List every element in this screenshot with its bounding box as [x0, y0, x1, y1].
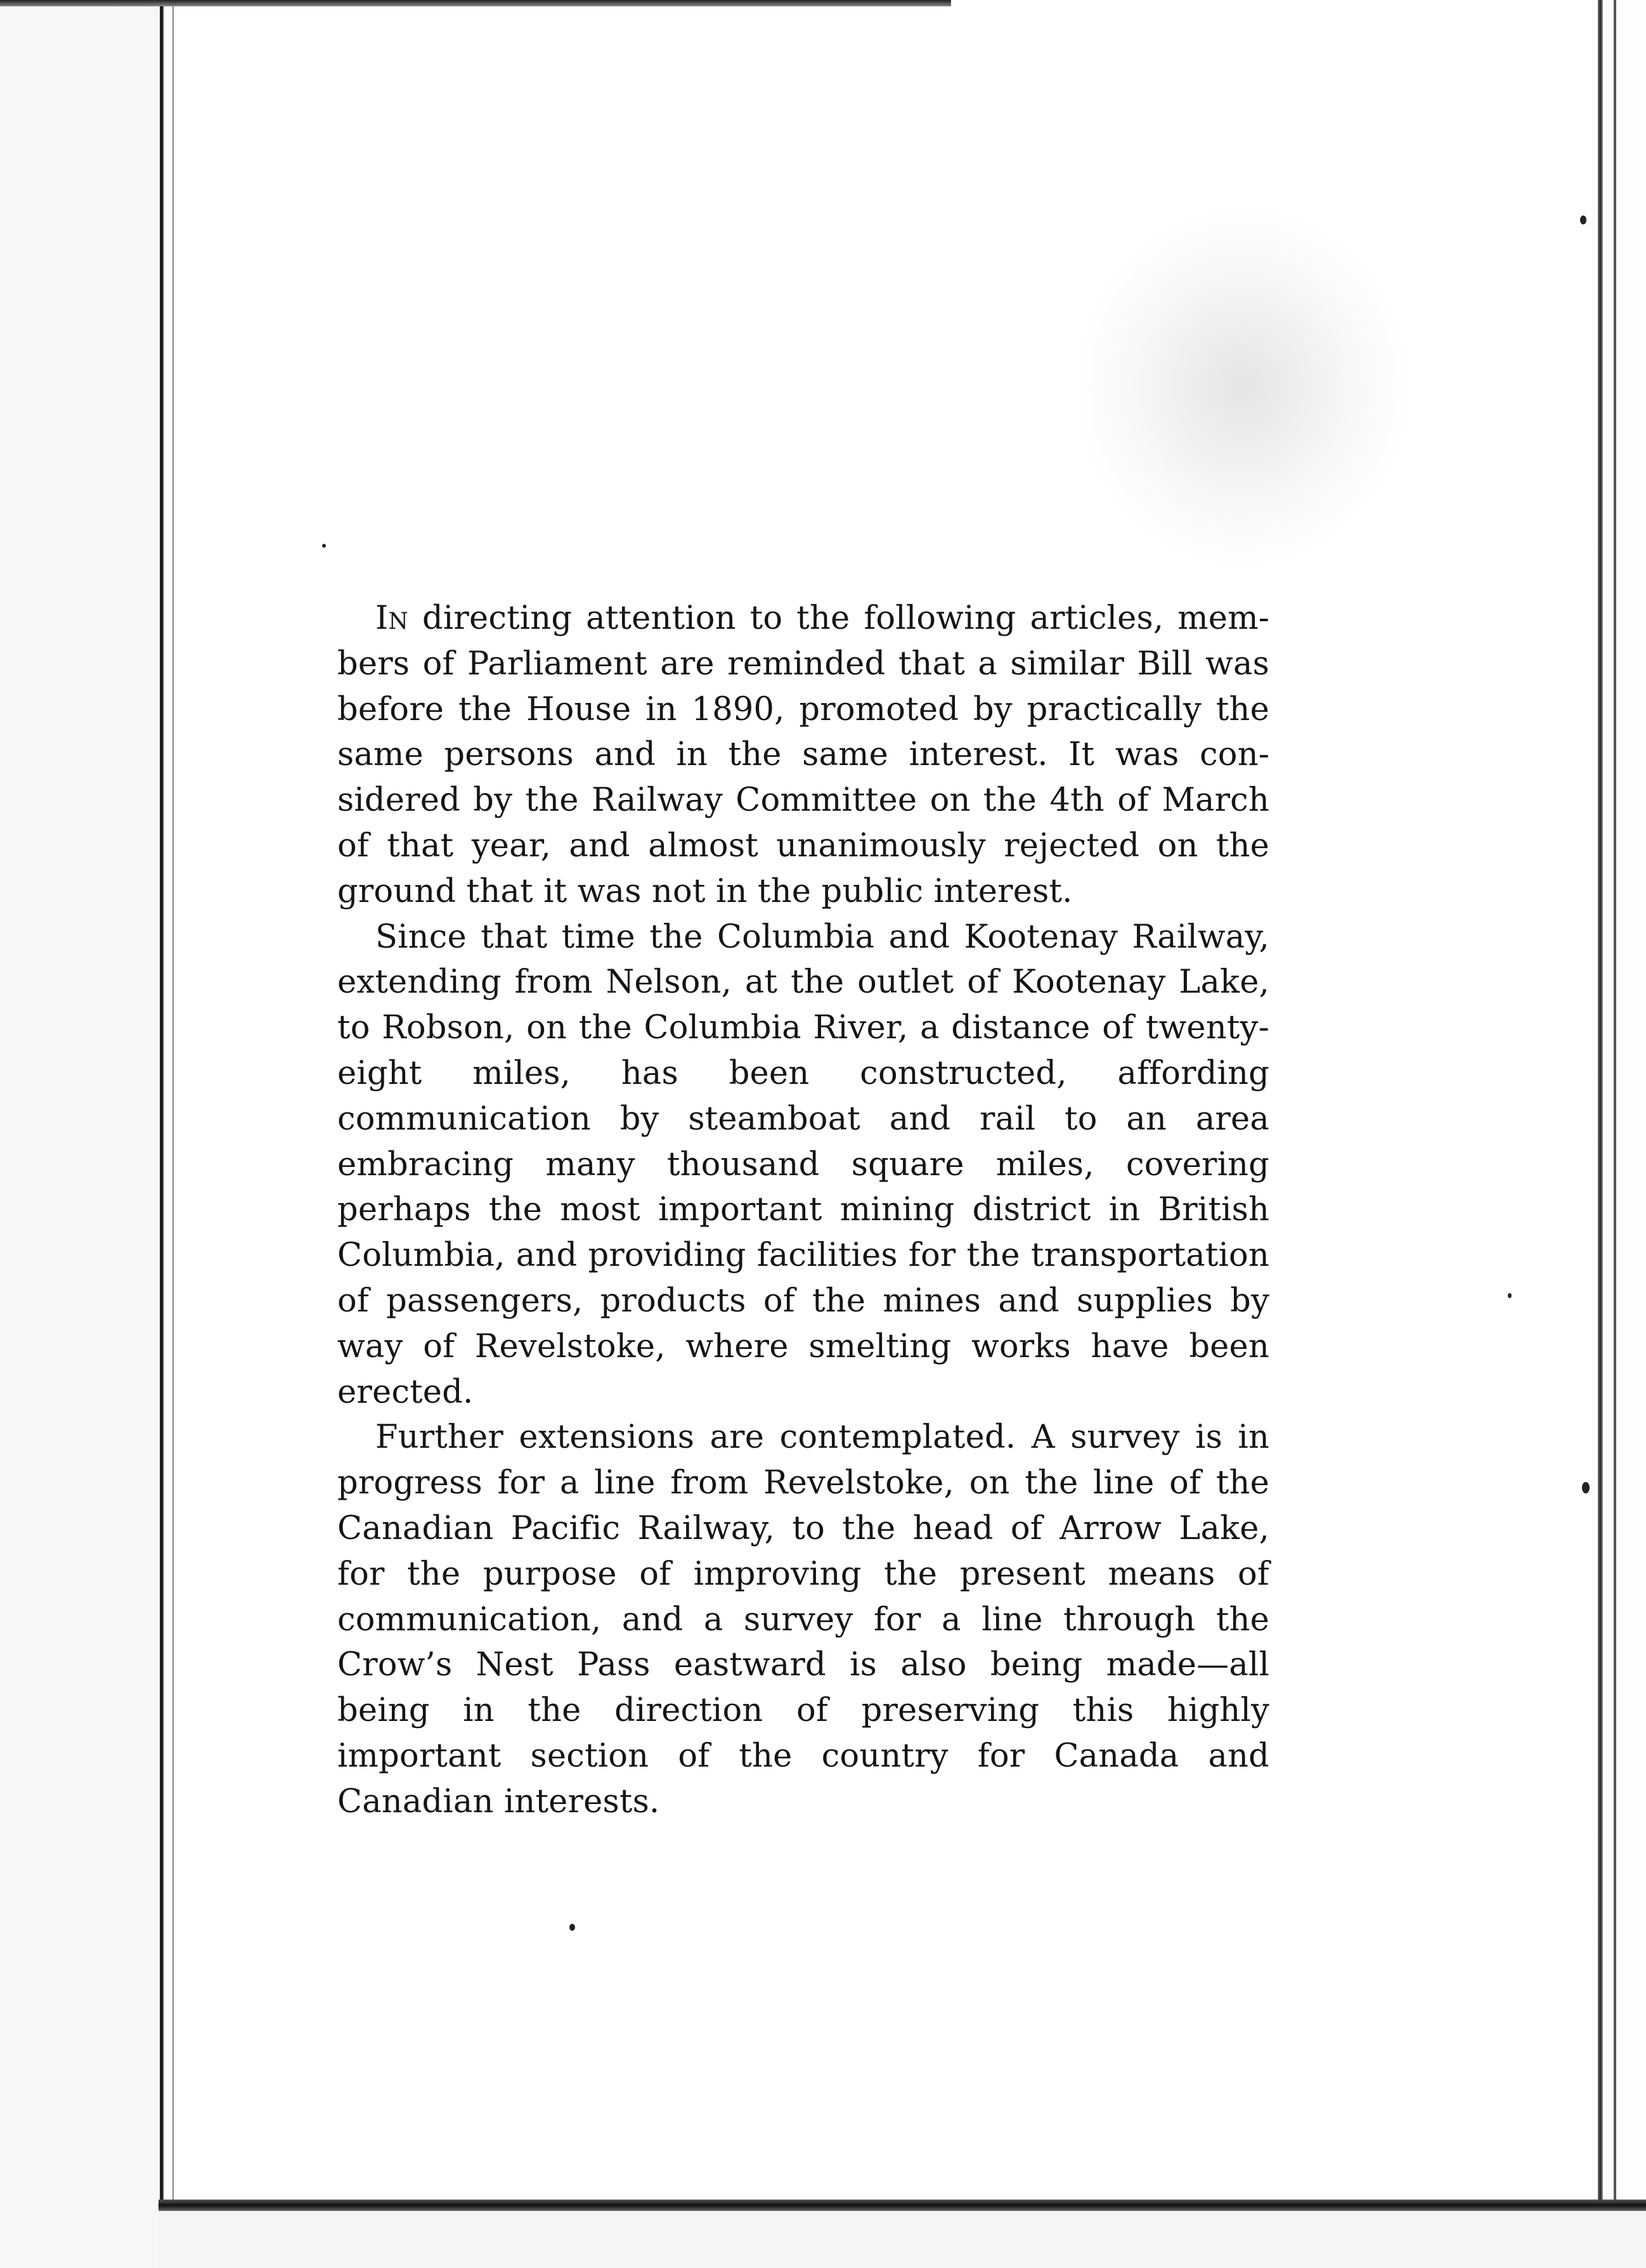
paragraph-2: [337, 915, 1269, 1415]
facing-page-edge: [0, 0, 159, 2268]
paper-stain: [1078, 209, 1408, 564]
page-fold-shadow: [160, 0, 164, 2268]
body-text: [337, 596, 1269, 1825]
bottom-page-edge: [159, 2200, 1646, 2211]
paragraph-1: [337, 596, 1269, 915]
right-page-edge: [1598, 0, 1603, 2205]
ink-speck: [569, 1924, 575, 1931]
paragraph-text: Since that time the Columbia and Kootenay Railway, extending from Nelson, at the outlet of Kootenay Lake, to Robson, on the Columbia River, a distance of twenty-eight miles, has been constructed, affording communication by steamboat and rail to an area embracing many thousand square miles, covering perhaps the most important mining district in British Columbia, and providing facilities for the transportation of passengers, products of the mines and supplies by way of Revelstoke, where smelting works have been erected.: [337, 918, 1269, 1411]
ink-speck: [1508, 1293, 1512, 1298]
paragraph-text: Further extensions are contemplated. A survey is in progress for a line from Revelstoke, on the line of the Canadian Pacific Railway, to the head of Arrow Lake, for the purpose of improving the present means of communication, and a survey for a line through the Crow’s Nest Pass eastward is also being made—all being in the direction of preserving this highly important section of the country for Canada and Canadian interests.: [337, 1419, 1269, 1820]
right-margin: [1616, 0, 1646, 2268]
ink-speck: [1580, 216, 1586, 224]
ink-speck: [1582, 1482, 1590, 1493]
paragraph-text: directing attention to the following articles, members of Parliament are reminded that a similar Bill was before the House in 1890, promoted by practically the same persons and in the same interest. It was considered by the Railway Committee on the 4th of March of that year, and almost unanimously rejected on the ground that it was not in the public interest.: [337, 600, 1269, 910]
paragraph-3: [337, 1415, 1269, 1824]
page-fold-line: [172, 0, 174, 2268]
ink-speck: [322, 544, 326, 548]
bottom-margin: [159, 2211, 1646, 2268]
top-page-edge: [0, 0, 951, 6]
paragraph-lead-word: In: [375, 600, 409, 637]
